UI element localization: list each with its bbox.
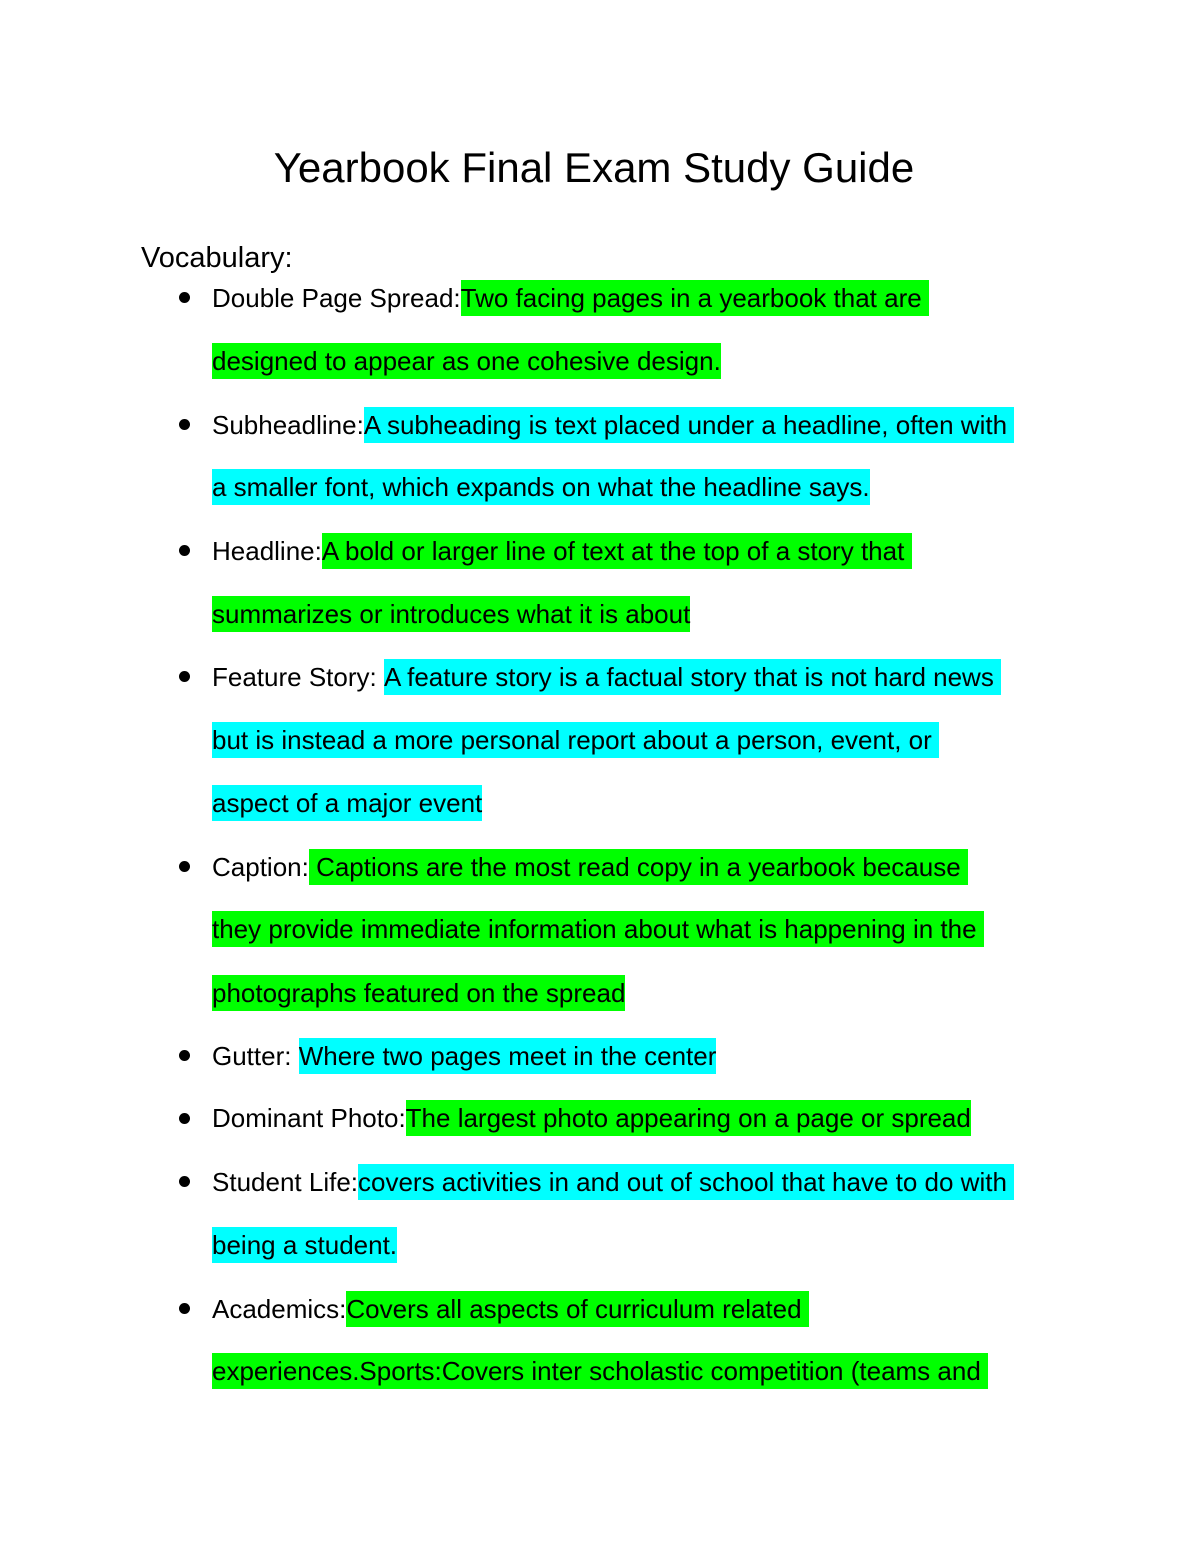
bullet-icon [179, 419, 190, 430]
term-label: Caption: [212, 852, 309, 882]
section-heading-vocabulary: Vocabulary: [141, 242, 293, 274]
term-definition: Where two pages meet in the center [299, 1038, 717, 1074]
term-definition: summarizes or introduces what it is about [212, 596, 690, 632]
term-label: Academics: [212, 1294, 347, 1324]
term-label: Headline: [212, 536, 322, 566]
list-item-continuation [212, 341, 721, 381]
term-definition: Covers all aspects of curriculum related [346, 1291, 808, 1327]
list-item-feature-story [212, 657, 1001, 697]
term-definition: they provide immediate information about what is happening in the [212, 911, 984, 947]
term-definition: but is instead a more personal report about a person, event, or [212, 722, 939, 758]
term-definition: designed to appear as one cohesive design. [212, 343, 721, 379]
term-definition: A bold or larger line of text at the top of a story that [322, 533, 912, 569]
list-item-continuation [212, 783, 482, 823]
list-item-continuation [212, 594, 690, 634]
list-item-continuation [212, 467, 870, 507]
list-item-academics [212, 1289, 809, 1329]
term-label: Feature Story: [212, 662, 384, 692]
term-definition: A subheading is text placed under a headline, often with [364, 407, 1014, 443]
term-label: Double Page Spread: [212, 283, 461, 313]
term-label: Subheadline: [212, 410, 364, 440]
bullet-icon [179, 545, 190, 556]
term-definition: being a student. [212, 1227, 397, 1263]
bullet-icon [179, 292, 190, 303]
bullet-icon [179, 671, 190, 682]
list-item-continuation [212, 1351, 988, 1391]
list-item-student-life [212, 1162, 1014, 1202]
term-definition: experiences.Sports:Covers inter scholastic competition (teams and [212, 1353, 988, 1389]
list-item-gutter [212, 1036, 716, 1076]
bullet-icon [179, 861, 190, 872]
term-definition: photographs featured on the spread [212, 975, 625, 1011]
term-label: Student Life: [212, 1167, 358, 1197]
bullet-icon [179, 1113, 190, 1124]
list-item-double-page-spread [212, 278, 929, 318]
list-item-continuation [212, 720, 939, 760]
term-definition: aspect of a major event [212, 785, 482, 821]
term-definition: A feature story is a factual story that is not hard news [384, 659, 1001, 695]
term-definition: Captions are the most read copy in a yearbook because [309, 849, 968, 885]
bullet-icon [179, 1176, 190, 1187]
term-definition: Two facing pages in a yearbook that are [461, 280, 929, 316]
term-label: Dominant Photo: [212, 1103, 406, 1133]
term-label: Gutter: [212, 1041, 299, 1071]
term-definition: The largest photo appearing on a page or spread [406, 1100, 971, 1136]
term-definition: covers activities in and out of school that have to do with [358, 1164, 1014, 1200]
list-item-subheadline [212, 405, 1014, 445]
list-item-caption [212, 847, 968, 887]
term-definition: a smaller font, which expands on what the headline says. [212, 469, 870, 505]
list-item-headline [212, 531, 912, 571]
list-item-dominant-photo [212, 1098, 971, 1138]
list-item-continuation [212, 973, 625, 1013]
bullet-icon [179, 1050, 190, 1061]
page-title: Yearbook Final Exam Study Guide [273, 144, 915, 191]
list-item-continuation [212, 1225, 397, 1265]
list-item-continuation [212, 909, 984, 949]
bullet-icon [179, 1303, 190, 1314]
